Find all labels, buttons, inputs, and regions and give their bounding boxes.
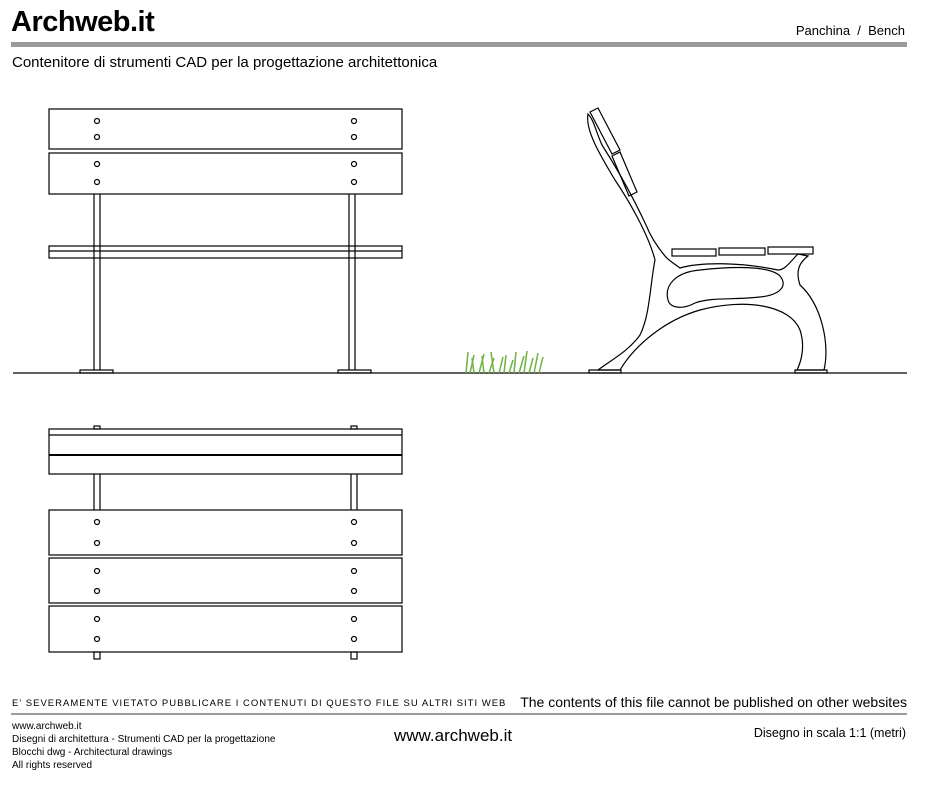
bench-plan-view [49, 426, 402, 659]
credits-block [12, 720, 275, 772]
copyright-warning-it: E' SEVERAMENTE VIETATO PUBBLICARE I CONTENUTI DI QUESTO FILE SU ALTRI SITI WEB [12, 698, 507, 709]
bench-front-elevation [49, 109, 402, 373]
footer-divider [11, 713, 907, 715]
bench-side-elevation [588, 108, 827, 373]
grass-tuft [466, 351, 543, 373]
credits-line: All rights reserved [12, 760, 93, 771]
drawing-title: Panchina / Bench [795, 23, 905, 38]
website-link[interactable]: www.archweb.it [394, 726, 513, 745]
scale-note: Disegno in scala 1:1 (metri) [753, 726, 906, 740]
credits-line: Disegni di architettura - Strumenti CAD per la progettazione [12, 734, 276, 745]
credits-line: www.archweb.it [12, 721, 82, 732]
archweb-logo: Archweb.it [11, 6, 155, 38]
subtitle: Contenitore di strumenti CAD per la progettazione architettonica [12, 54, 438, 71]
copyright-warning-en: The contents of this file cannot be published on other websites [520, 694, 907, 710]
credits-line: Blocchi dwg - Architectural drawings [12, 747, 173, 758]
